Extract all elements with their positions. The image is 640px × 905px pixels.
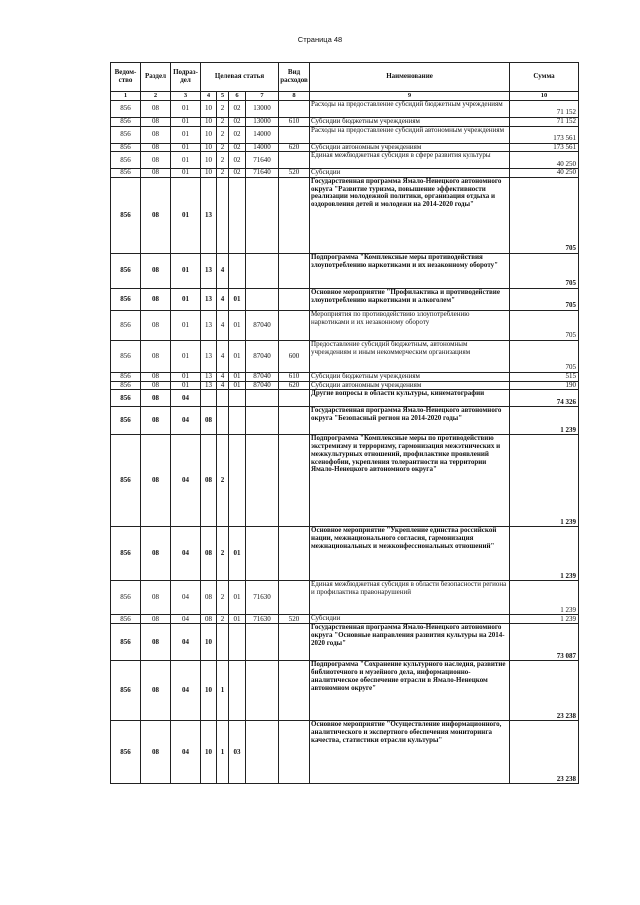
cell-target-program: 10	[201, 101, 217, 118]
cell-naimenovanie: Подпрограмма "Комплексные меры по противодействию экстремизму и терроризму, гармонизация межэтнических и межкультурных отношений, профилактике проявлений ксенофобии, укрепления толерантности на территории Ямало-Ненецкого автономного округа"	[310, 435, 510, 527]
table-row	[111, 624, 579, 661]
cell-target-direction	[246, 721, 279, 784]
cell-podrazdel: 04	[171, 615, 201, 624]
cell-razdel: 08	[141, 615, 171, 624]
cell-vid-rashodov	[279, 435, 310, 527]
cell-podrazdel: 04	[171, 390, 201, 407]
column-number: 9	[310, 92, 510, 101]
cell-vid-rashodov	[279, 178, 310, 254]
cell-target-direction	[246, 435, 279, 527]
header-naimenovanie: Наименование	[310, 63, 510, 92]
cell-razdel: 08	[141, 101, 171, 118]
cell-naimenovanie: Основное мероприятие "Профилактика и противодействие злоупотреблению наркотиками и алкоголем"	[310, 289, 510, 311]
cell-summa: 1 239	[510, 407, 579, 435]
cell-target-event: 02	[229, 118, 246, 127]
cell-razdel: 08	[141, 435, 171, 527]
column-number-row	[111, 92, 579, 101]
cell-target-subprogram: 2	[217, 101, 229, 118]
cell-target-event: 02	[229, 169, 246, 178]
cell-target-program: 10	[201, 143, 217, 152]
cell-vid-rashodov	[279, 289, 310, 311]
cell-vedomstvo: 856	[111, 254, 141, 289]
cell-vid-rashodov	[279, 624, 310, 661]
cell-target-direction	[246, 624, 279, 661]
cell-naimenovanie: Субсидии автономным учреждениям	[310, 143, 510, 152]
cell-target-program: 08	[201, 435, 217, 527]
cell-target-direction	[246, 390, 279, 407]
cell-target-subprogram	[217, 178, 229, 254]
cell-target-direction: 87040	[246, 341, 279, 373]
cell-vedomstvo: 856	[111, 143, 141, 152]
cell-target-subprogram	[217, 407, 229, 435]
cell-target-subprogram: 1	[217, 661, 229, 721]
cell-summa: 1 239	[510, 615, 579, 624]
cell-target-program: 13	[201, 311, 217, 341]
cell-target-subprogram: 2	[217, 527, 229, 581]
cell-podrazdel: 01	[171, 143, 201, 152]
table-row	[111, 407, 579, 435]
cell-podrazdel: 01	[171, 289, 201, 311]
cell-naimenovanie: Основное мероприятие "Осуществление информационного, аналитического и экспертного обеспечения мониторинга качества, статистики отрасли культуры"	[310, 721, 510, 784]
cell-vid-rashodov	[279, 661, 310, 721]
cell-naimenovanie: Расходы на предоставление субсидий автономным учреждениям	[310, 126, 510, 143]
table-row	[111, 169, 579, 178]
cell-vedomstvo: 856	[111, 624, 141, 661]
table-row	[111, 118, 579, 127]
cell-target-subprogram: 4	[217, 254, 229, 289]
cell-target-subprogram: 2	[217, 615, 229, 624]
cell-target-direction: 14000	[246, 126, 279, 143]
cell-vid-rashodov: 520	[279, 615, 310, 624]
cell-naimenovanie: Единая межбюджетная субсидия в сфере развития культуры	[310, 152, 510, 169]
column-number: 8	[279, 92, 310, 101]
cell-razdel: 08	[141, 118, 171, 127]
cell-summa: 1 239	[510, 435, 579, 527]
table-row	[111, 289, 579, 311]
cell-target-subprogram: 2	[217, 118, 229, 127]
cell-vedomstvo: 856	[111, 527, 141, 581]
cell-vedomstvo: 856	[111, 178, 141, 254]
cell-target-program: 08	[201, 527, 217, 581]
cell-razdel: 08	[141, 126, 171, 143]
cell-target-direction: 13000	[246, 101, 279, 118]
cell-vedomstvo: 856	[111, 381, 141, 390]
cell-target-direction	[246, 527, 279, 581]
column-number: 7	[246, 92, 279, 101]
cell-summa: 1 239	[510, 527, 579, 581]
cell-razdel: 08	[141, 581, 171, 615]
cell-razdel: 08	[141, 254, 171, 289]
cell-target-subprogram: 4	[217, 311, 229, 341]
cell-podrazdel: 04	[171, 435, 201, 527]
cell-podrazdel: 01	[171, 169, 201, 178]
cell-vedomstvo: 856	[111, 289, 141, 311]
cell-naimenovanie: Подпрограмма "Сохранение культурного наследия, развитие библиотечного и музейного дела, информационно-аналитическое обеспечение отрасли в Ямало-Ненецком автономном округе"	[310, 661, 510, 721]
cell-target-subprogram: 2	[217, 152, 229, 169]
cell-vid-rashodov	[279, 152, 310, 169]
cell-target-event: 01	[229, 289, 246, 311]
cell-vedomstvo: 856	[111, 311, 141, 341]
cell-razdel: 08	[141, 407, 171, 435]
cell-razdel: 08	[141, 289, 171, 311]
cell-podrazdel: 01	[171, 254, 201, 289]
cell-podrazdel: 04	[171, 721, 201, 784]
cell-target-event: 01	[229, 311, 246, 341]
cell-target-subprogram: 2	[217, 169, 229, 178]
cell-target-program: 10	[201, 721, 217, 784]
cell-target-subprogram: 2	[217, 435, 229, 527]
table-row	[111, 435, 579, 527]
cell-podrazdel: 01	[171, 341, 201, 373]
table-row	[111, 527, 579, 581]
cell-vedomstvo: 856	[111, 152, 141, 169]
cell-razdel: 08	[141, 373, 171, 382]
cell-vid-rashodov: 600	[279, 341, 310, 373]
page-number-label: Страница 48	[297, 35, 343, 44]
cell-target-program: 13	[201, 178, 217, 254]
cell-razdel: 08	[141, 341, 171, 373]
cell-summa: 705	[510, 311, 579, 341]
cell-naimenovanie: Другие вопросы в области культуры, кинематографии	[310, 390, 510, 407]
cell-target-subprogram: 4	[217, 373, 229, 382]
cell-podrazdel: 01	[171, 126, 201, 143]
cell-naimenovanie: Основное мероприятие "Укрепление единства российской нации, межнационального согласия, гармонизация межнациональных и межконфессиональных отношений"	[310, 527, 510, 581]
column-number: 4	[201, 92, 217, 101]
cell-naimenovanie: Субсидии бюджетным учреждениям	[310, 373, 510, 382]
cell-vedomstvo: 856	[111, 101, 141, 118]
budget-table	[110, 62, 579, 784]
cell-target-direction	[246, 407, 279, 435]
cell-target-program: 08	[201, 615, 217, 624]
cell-naimenovanie: Расходы на предоставление субсидий бюджетным учреждениям	[310, 101, 510, 118]
cell-razdel: 08	[141, 152, 171, 169]
cell-razdel: 08	[141, 721, 171, 784]
cell-target-subprogram: 4	[217, 341, 229, 373]
cell-vid-rashodov	[279, 721, 310, 784]
cell-vid-rashodov	[279, 390, 310, 407]
cell-podrazdel: 01	[171, 373, 201, 382]
cell-summa: 515	[510, 373, 579, 382]
cell-naimenovanie: Государственная программа Ямало-Ненецкого автономного округа "Основные направления развития культуры на 2014-2020 годы"	[310, 624, 510, 661]
cell-target-direction: 71640	[246, 152, 279, 169]
cell-target-direction: 87040	[246, 311, 279, 341]
cell-vedomstvo: 856	[111, 390, 141, 407]
cell-target-program: 10	[201, 169, 217, 178]
cell-target-subprogram: 1	[217, 721, 229, 784]
header-podrazdel: Подраз-дел	[171, 63, 201, 92]
cell-vid-rashodov: 520	[279, 169, 310, 178]
cell-target-direction: 87040	[246, 381, 279, 390]
table-row	[111, 381, 579, 390]
cell-summa: 40 250	[510, 152, 579, 169]
column-number: 6	[229, 92, 246, 101]
table-row	[111, 126, 579, 143]
cell-naimenovanie: Государственная программа Ямало-Ненецкого автономного округа "Развитие туризма, повышение эффективности реализации молодежной политики, организация отдыха и оздоровления детей и молодежи на 2014-2020 годы"	[310, 178, 510, 254]
cell-podrazdel: 01	[171, 381, 201, 390]
cell-target-event	[229, 661, 246, 721]
cell-vedomstvo: 856	[111, 581, 141, 615]
cell-target-event	[229, 435, 246, 527]
cell-vid-rashodov	[279, 126, 310, 143]
cell-podrazdel: 01	[171, 101, 201, 118]
cell-summa: 73 087	[510, 624, 579, 661]
cell-vedomstvo: 856	[111, 373, 141, 382]
cell-summa: 1 239	[510, 581, 579, 615]
cell-vid-rashodov	[279, 581, 310, 615]
cell-naimenovanie: Мероприятия по противодействию злоупотреблению наркотиками и их незаконному обороту	[310, 311, 510, 341]
table-row	[111, 311, 579, 341]
cell-naimenovanie: Подпрограмма "Комплексные меры противодействия злоупотреблению наркотиками и их незаконному обороту"	[310, 254, 510, 289]
cell-target-program: 13	[201, 289, 217, 311]
cell-podrazdel: 04	[171, 661, 201, 721]
column-number: 1	[111, 92, 141, 101]
cell-summa: 40 250	[510, 169, 579, 178]
cell-target-program: 13	[201, 341, 217, 373]
cell-summa: 71 152	[510, 101, 579, 118]
cell-target-event: 03	[229, 721, 246, 784]
table-row	[111, 661, 579, 721]
cell-razdel: 08	[141, 661, 171, 721]
table-row	[111, 101, 579, 118]
cell-summa: 71 152	[510, 118, 579, 127]
cell-summa: 705	[510, 254, 579, 289]
cell-target-program: 08	[201, 581, 217, 615]
cell-podrazdel: 01	[171, 152, 201, 169]
cell-target-direction: 71630	[246, 615, 279, 624]
column-number: 2	[141, 92, 171, 101]
cell-naimenovanie: Субсидии бюджетным учреждениям	[310, 118, 510, 127]
cell-target-event: 02	[229, 101, 246, 118]
cell-summa: 190	[510, 381, 579, 390]
cell-target-event: 01	[229, 527, 246, 581]
cell-target-subprogram: 2	[217, 126, 229, 143]
cell-razdel: 08	[141, 624, 171, 661]
cell-razdel: 08	[141, 178, 171, 254]
cell-razdel: 08	[141, 390, 171, 407]
cell-target-program: 08	[201, 407, 217, 435]
column-number: 5	[217, 92, 229, 101]
table-row	[111, 373, 579, 382]
cell-razdel: 08	[141, 381, 171, 390]
header-celevaya-statya: Целевая статья	[201, 63, 279, 92]
cell-vid-rashodov	[279, 254, 310, 289]
cell-target-program: 13	[201, 381, 217, 390]
cell-vedomstvo: 856	[111, 169, 141, 178]
cell-summa: 74 326	[510, 390, 579, 407]
cell-target-event: 01	[229, 581, 246, 615]
header-summa: Сумма	[510, 63, 579, 92]
cell-summa: 173 561	[510, 143, 579, 152]
cell-target-subprogram: 2	[217, 581, 229, 615]
cell-podrazdel: 01	[171, 118, 201, 127]
cell-vid-rashodov: 610	[279, 118, 310, 127]
cell-target-direction	[246, 289, 279, 311]
cell-target-direction: 71640	[246, 169, 279, 178]
cell-target-event: 02	[229, 143, 246, 152]
cell-target-program: 10	[201, 126, 217, 143]
table-row	[111, 341, 579, 373]
cell-podrazdel: 04	[171, 527, 201, 581]
cell-vedomstvo: 856	[111, 118, 141, 127]
table-row	[111, 390, 579, 407]
cell-razdel: 08	[141, 311, 171, 341]
cell-target-program	[201, 390, 217, 407]
cell-naimenovanie: Субсидии	[310, 615, 510, 624]
cell-target-subprogram	[217, 390, 229, 407]
header-vid-rashodov: Вид расходов	[279, 63, 310, 92]
cell-vedomstvo: 856	[111, 341, 141, 373]
cell-target-subprogram: 4	[217, 289, 229, 311]
cell-target-event: 01	[229, 615, 246, 624]
column-number: 10	[510, 92, 579, 101]
cell-vedomstvo: 856	[111, 615, 141, 624]
cell-target-subprogram: 4	[217, 381, 229, 390]
cell-target-program: 13	[201, 254, 217, 289]
cell-target-event: 01	[229, 341, 246, 373]
cell-vedomstvo: 856	[111, 126, 141, 143]
cell-summa: 705	[510, 341, 579, 373]
cell-vedomstvo: 856	[111, 407, 141, 435]
cell-razdel: 08	[141, 143, 171, 152]
cell-target-direction: 87040	[246, 373, 279, 382]
header-razdel: Раздел	[141, 63, 171, 92]
cell-target-event: 01	[229, 381, 246, 390]
cell-target-direction	[246, 254, 279, 289]
cell-target-event: 02	[229, 152, 246, 169]
cell-podrazdel: 04	[171, 581, 201, 615]
cell-vid-rashodov	[279, 101, 310, 118]
cell-podrazdel: 04	[171, 624, 201, 661]
cell-target-event: 01	[229, 373, 246, 382]
cell-naimenovanie: Предоставление субсидий бюджетным, автономным учреждениям и иным некоммерческим организациям	[310, 341, 510, 373]
cell-target-subprogram	[217, 624, 229, 661]
table-row	[111, 581, 579, 615]
table-row	[111, 178, 579, 254]
cell-summa: 173 561	[510, 126, 579, 143]
cell-vid-rashodov: 620	[279, 381, 310, 390]
cell-target-event	[229, 624, 246, 661]
cell-target-event	[229, 178, 246, 254]
cell-summa: 705	[510, 178, 579, 254]
cell-target-direction: 71630	[246, 581, 279, 615]
table-row	[111, 615, 579, 624]
column-number: 3	[171, 92, 201, 101]
cell-target-program: 13	[201, 373, 217, 382]
cell-naimenovanie: Субсидии автономным учреждениям	[310, 381, 510, 390]
cell-target-program: 10	[201, 661, 217, 721]
cell-razdel: 08	[141, 527, 171, 581]
cell-vid-rashodov	[279, 407, 310, 435]
cell-target-direction	[246, 178, 279, 254]
cell-vid-rashodov	[279, 527, 310, 581]
cell-target-subprogram: 2	[217, 143, 229, 152]
cell-naimenovanie: Государственная программа Ямало-Ненецкого автономного округа "Безопасный регион на 2014-2020 годы"	[310, 407, 510, 435]
cell-vedomstvo: 856	[111, 721, 141, 784]
table-row	[111, 254, 579, 289]
cell-summa: 23 238	[510, 721, 579, 784]
cell-naimenovanie: Единая межбюджетная субсидия в области безопасности региона и профилактика правонарушений	[310, 581, 510, 615]
table-row	[111, 721, 579, 784]
cell-razdel: 08	[141, 169, 171, 178]
cell-target-direction: 13000	[246, 118, 279, 127]
cell-target-event: 02	[229, 126, 246, 143]
cell-vid-rashodov: 620	[279, 143, 310, 152]
table-body	[111, 101, 579, 784]
cell-target-program: 10	[201, 152, 217, 169]
cell-target-event	[229, 390, 246, 407]
cell-target-direction: 14000	[246, 143, 279, 152]
cell-podrazdel: 04	[171, 407, 201, 435]
cell-target-program: 10	[201, 118, 217, 127]
cell-target-direction	[246, 661, 279, 721]
table-row	[111, 152, 579, 169]
header-vedomstvo: Ведом-ство	[111, 63, 141, 92]
cell-vid-rashodov: 610	[279, 373, 310, 382]
cell-podrazdel: 01	[171, 178, 201, 254]
cell-naimenovanie: Субсидии	[310, 169, 510, 178]
cell-target-program: 10	[201, 624, 217, 661]
cell-target-event	[229, 407, 246, 435]
cell-podrazdel: 01	[171, 311, 201, 341]
table-row	[111, 143, 579, 152]
cell-vid-rashodov	[279, 311, 310, 341]
cell-summa: 23 238	[510, 661, 579, 721]
cell-vedomstvo: 856	[111, 435, 141, 527]
cell-target-event	[229, 254, 246, 289]
cell-vedomstvo: 856	[111, 661, 141, 721]
cell-summa: 705	[510, 289, 579, 311]
